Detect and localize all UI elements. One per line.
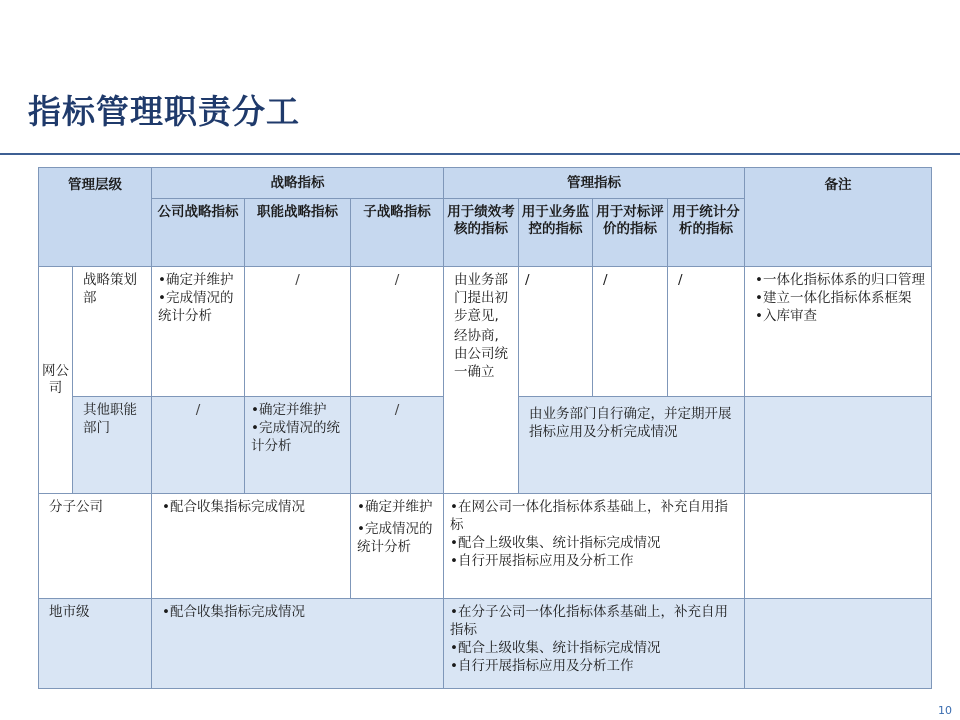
cell-other-sub-strategic: / — [351, 397, 444, 494]
bullet-text: •配合上级收集、统计指标完成情况 — [450, 640, 661, 656]
cell-perf-assessment-merged — [444, 267, 519, 494]
bullet-text: •在分子公司一体化指标体系基础上，补充自用指标 — [450, 604, 728, 638]
cell-strategy-sub-strategic: / — [351, 267, 444, 397]
bullet-text: •完成情况的统计分析 — [158, 290, 234, 324]
cell-strategy-benchmarking: / — [593, 267, 668, 397]
title-divider — [0, 153, 960, 155]
subheader-company-strategic: 公司战略指标 — [152, 199, 245, 267]
group-label-wang-gongsi: 网公司 — [39, 267, 73, 494]
page-number: 10 — [938, 704, 952, 717]
perf-text-1: 由业务部门提出初步意见, — [454, 272, 508, 324]
bullet-text: •确定并维护 — [158, 272, 234, 288]
page-title: 指标管理职责分工 — [28, 92, 300, 131]
cell-other-remarks — [745, 397, 932, 494]
cell-other-company-strategic: / — [152, 397, 245, 494]
cell-strategy-remarks — [745, 267, 932, 397]
cell-city-remarks — [745, 599, 932, 689]
row-label-strategy-dept: 战略策划部 — [73, 267, 152, 397]
bullet-text: •自行开展指标应用及分析工作 — [450, 658, 634, 674]
header-strategic: 战略指标 — [152, 168, 444, 199]
responsibility-table — [38, 167, 932, 689]
cell-city-strategic: •配合收集指标完成情况 — [152, 599, 444, 689]
subheader-business-monitoring: 用于业务监控的指标 — [519, 199, 593, 267]
perf-text-2: 经协商,由公司统一确立 — [454, 328, 508, 380]
bullet-text: •自行开展指标应用及分析工作 — [450, 553, 634, 569]
cell-branch-management — [444, 494, 745, 599]
cell-branch-sub-strategic — [351, 494, 444, 599]
header-level: 管理层级 — [39, 168, 152, 267]
row-label-city: 地市级 — [39, 599, 152, 689]
cell-city-management — [444, 599, 745, 689]
cell-branch-remarks — [745, 494, 932, 599]
subheader-perf-assessment: 用于绩效考核的指标 — [444, 199, 519, 267]
remark-text: •入库审查 — [755, 308, 817, 324]
remark-text: •一体化指标体系的归口管理 — [755, 272, 925, 288]
bullet-text: •完成情况的统计分析 — [357, 521, 433, 555]
subheader-benchmarking: 用于对标评价的指标 — [593, 199, 668, 267]
header-management: 管理指标 — [444, 168, 745, 199]
row-label-other-dept: 其他职能部门 — [73, 397, 152, 494]
cell-other-functional-strategic — [245, 397, 351, 494]
row-label-branch: 分子公司 — [39, 494, 152, 599]
subheader-functional-strategic: 职能战略指标 — [245, 199, 351, 267]
cell-strategy-statistics: / — [668, 267, 745, 397]
bullet-text: •确定并维护 — [357, 499, 433, 515]
bullet-text: •在网公司一体化指标体系基础上，补充自用指标 — [450, 499, 728, 533]
cell-strategy-functional-strategic: / — [245, 267, 351, 397]
bullet-text: •配合上级收集、统计指标完成情况 — [450, 535, 661, 551]
remark-text: •建立一体化指标体系框架 — [755, 290, 912, 306]
bullet-text: •确定并维护 — [251, 402, 327, 418]
cell-strategy-business-monitoring: / — [519, 267, 593, 397]
bullet-text: •完成情况的统计分析 — [251, 420, 340, 454]
cell-other-management: 由业务部门自行确定，并定期开展指标应用及分析完成情况 — [519, 397, 745, 494]
cell-strategy-company-strategic — [152, 267, 245, 397]
cell-branch-strategic: •配合收集指标完成情况 — [152, 494, 351, 599]
subheader-sub-strategic: 子战略指标 — [351, 199, 444, 267]
header-remarks: 备注 — [745, 168, 932, 267]
subheader-statistics: 用于统计分析的指标 — [668, 199, 745, 267]
